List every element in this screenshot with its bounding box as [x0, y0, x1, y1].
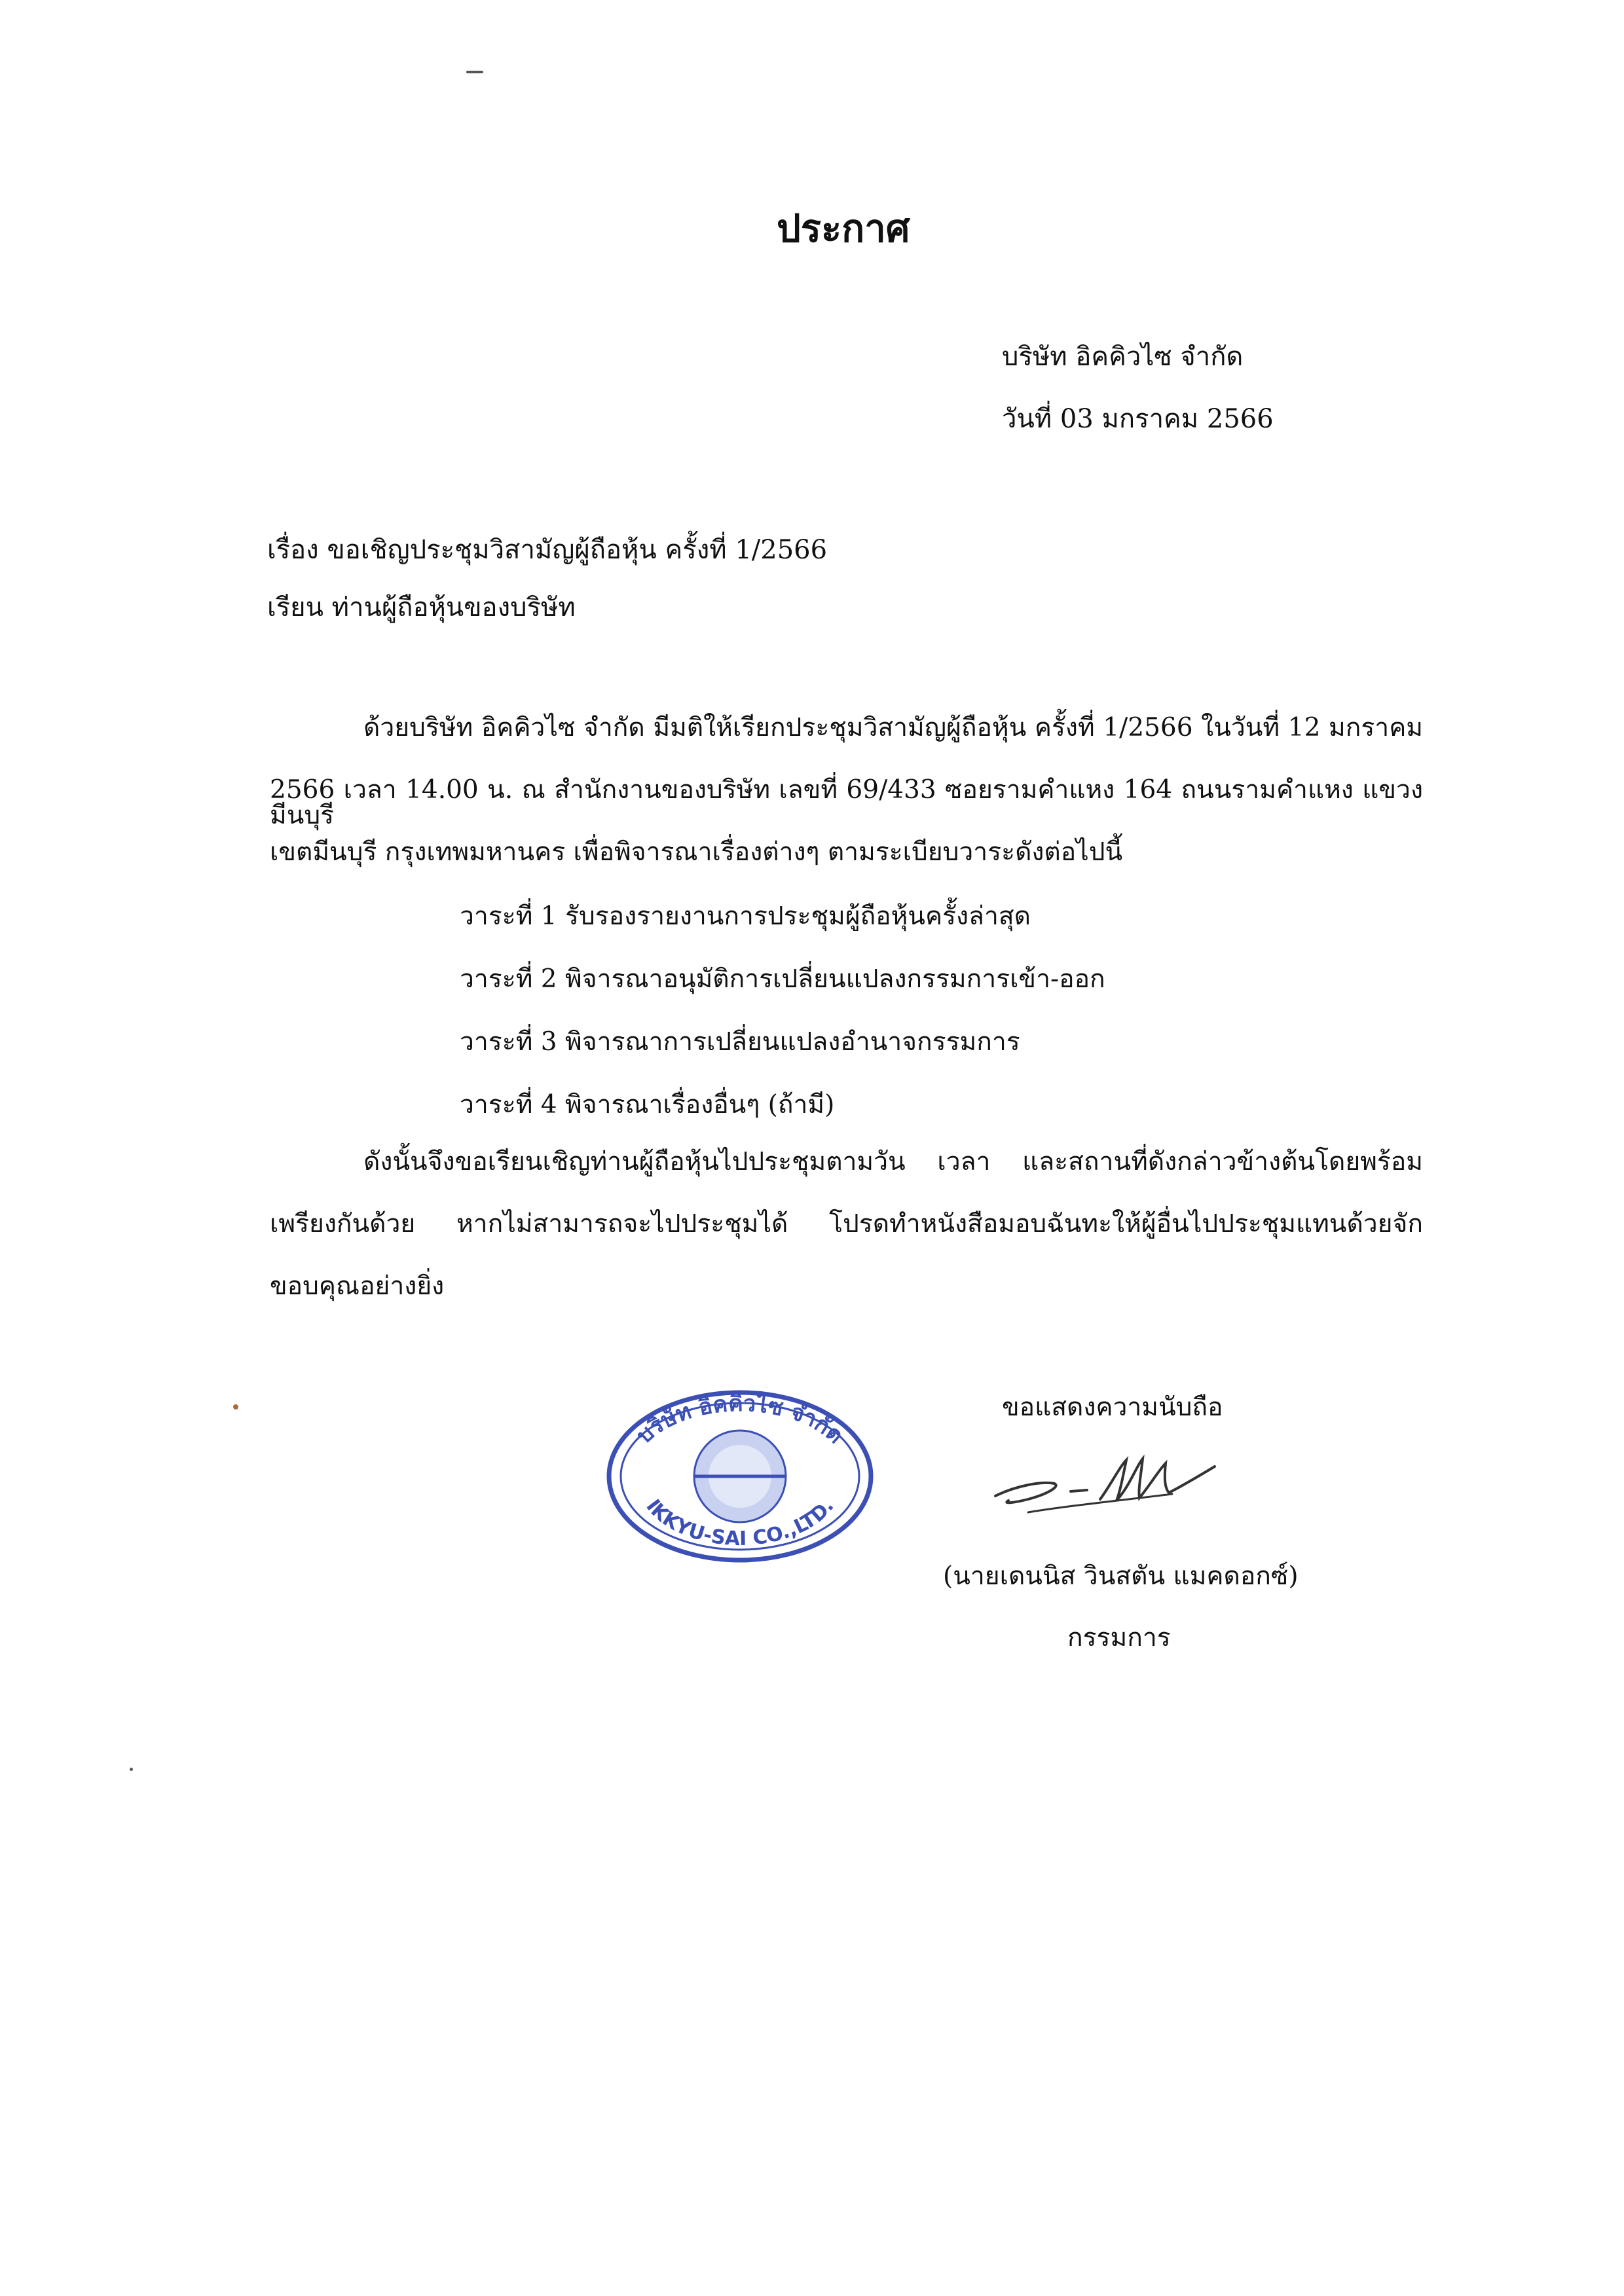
agenda-item-1: วาระที่ 1 รับรองรายงานการประชุมผู้ถือหุ้นครั้งล่าสุด	[460, 902, 1031, 931]
document-title: ประกาศ	[777, 206, 910, 251]
document-date: วันที่ 03 มกราคม 2566	[1002, 404, 1274, 434]
closing-phrase: ขอแสดงความนับถือ	[1002, 1393, 1223, 1422]
agenda-item-2: วาระที่ 2 พิจารณาอนุมัติการเปลี่ยนแปลงกรรมการเข้า-ออก	[460, 964, 1105, 994]
paragraph-2-line-1: ดังนั้นจึงขอเรียนเชิญท่านผู้ถือหุ้นไปประชุมตามวัน เวลา และสถานที่ดังกล่าวข้างต้นโดยพร้อม	[363, 1147, 1423, 1176]
signatory-position: กรรมการ	[1067, 1623, 1171, 1652]
stamp-top-text: บริษัท อิคคิวไซ จำกัด	[631, 1390, 849, 1449]
paragraph-1-line-2: 2566 เวลา 14.00 น. ณ สำนักงานของบริษัท เลขที่ 69/433 ซอยรามคำแหง 164 ถนนรามคำแหง แขวงมีนบุรี	[270, 775, 1423, 830]
company-name: บริษัท อิคคิวไซ จำกัด	[1002, 342, 1244, 372]
signatory-name: (นายเดนนิส วินสตัน แมคดอกซ์)	[943, 1561, 1299, 1591]
paragraph-2-line-3: ขอบคุณอย่างยิ่ง	[270, 1271, 445, 1301]
salutation-line: เรียน ท่านผู้ถือหุ้นของบริษัท	[267, 592, 576, 623]
agenda-item-3: วาระที่ 3 พิจารณาการเปลี่ยนแปลงอำนาจกรรมการ	[460, 1027, 1020, 1057]
paragraph-2-line-2: เพรียงกันด้วย หากไม่สามารถจะไปประชุมได้ โปรดทำหนังสือมอบฉันทะให้ผู้อื่นไปประชุมแทนด้วยจัก	[270, 1209, 1423, 1239]
scan-speck	[466, 71, 483, 73]
handwritten-signature	[989, 1440, 1238, 1525]
company-stamp	[602, 1385, 877, 1568]
paragraph-1-line-3: เขตมีนบุรี กรุงเทพมหานคร เพื่อพิจารณาเรื่องต่างๆ ตามระเบียบวาระดังต่อไปนี้	[270, 837, 1123, 867]
scan-speck	[130, 1768, 133, 1771]
subject-line: เรื่อง ขอเชิญประชุมวิสามัญผู้ถือหุ้น ครั้งที่ 1/2566	[267, 535, 828, 565]
stamp-bottom-text: IKKYU-SAI CO.,LTD.	[641, 1495, 839, 1551]
agenda-item-4: วาระที่ 4 พิจารณาเรื่องอื่นๆ (ถ้ามี)	[460, 1090, 835, 1120]
paragraph-1-line-1: ด้วยบริษัท อิคคิวไซ จำกัด มีมติให้เรียกประชุมวิสามัญผู้ถือหุ้น ครั้งที่ 1/2566 ในวันที่ 12 มกราคม	[363, 713, 1423, 742]
scan-speck	[233, 1404, 238, 1410]
